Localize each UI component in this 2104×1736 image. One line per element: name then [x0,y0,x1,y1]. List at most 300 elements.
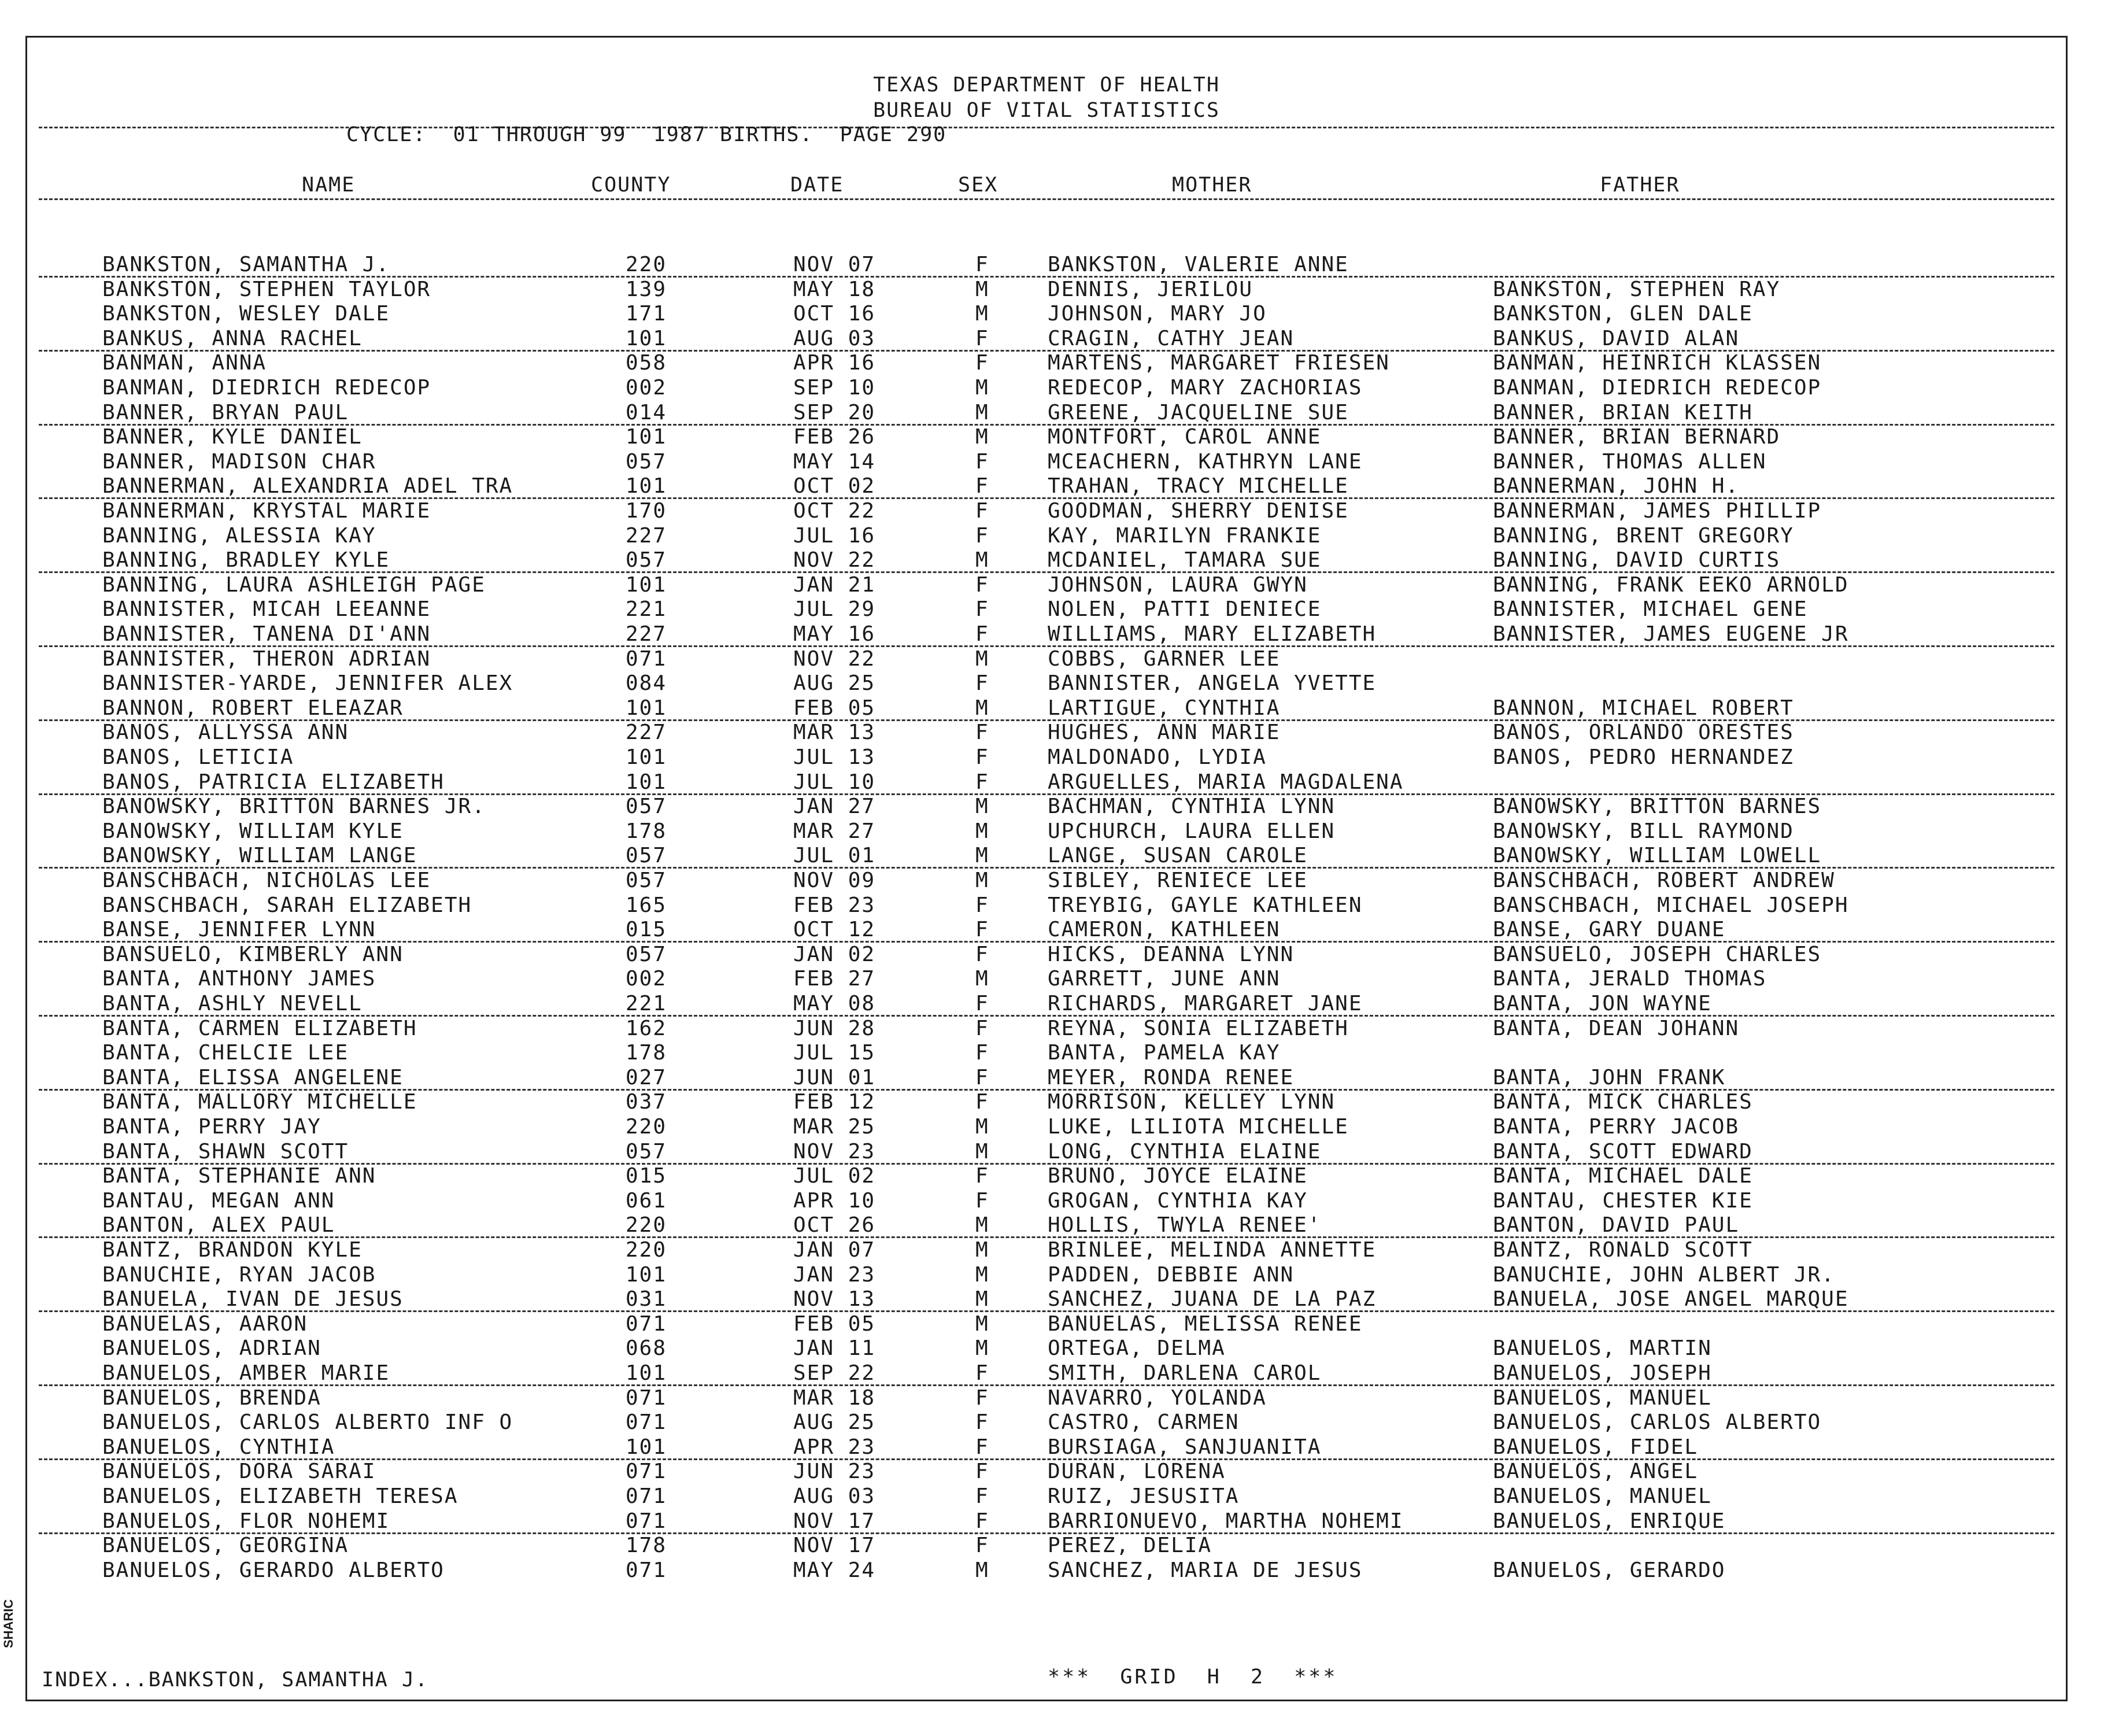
record-mother: COBBS, GARNER LEE [1048,647,1281,671]
record-date: OCT 16 [793,302,876,326]
record-father: BANMAN, HEINRICH KLASSEN [1493,351,1822,375]
record-sex: F [975,1188,989,1213]
record-date: OCT 12 [793,918,876,942]
record-sex: F [975,1534,989,1558]
record-county: 170 [626,499,667,523]
record-sex: F [975,1410,989,1435]
record-name: BANNING, LAURA ASHLEIGH PAGE [102,572,486,597]
record-date: FEB 23 [793,893,876,917]
record-mother: LARTIGUE, CYNTHIA [1048,696,1281,720]
record-county: 178 [626,1534,667,1558]
record-name: BANNISTER, THERON ADRIAN [102,647,431,671]
record-name: BANOWSKY, WILLIAM LANGE [102,844,417,868]
record-name: BANNING, BRADLEY KYLE [102,548,390,572]
table-row [27,869,2066,893]
record-father: BANTA, PERRY JACOB [1493,1115,1740,1139]
record-father: BANKUS, DAVID ALAN [1493,326,1740,350]
footer-grid: *** GRID H 2 *** [1048,1665,1338,1689]
record-date: NOV 23 [793,1139,876,1164]
record-father: BANOS, PEDRO HERNANDEZ [1493,745,1794,769]
record-mother: PADDEN, DEBBIE ANN [1048,1262,1295,1287]
record-county: 227 [626,622,667,646]
record-name: BANTZ, BRANDON KYLE [102,1238,363,1262]
record-date: JUL 13 [793,745,876,769]
record-name: BANUELOS, BRENDA [102,1386,321,1410]
record-county: 014 [626,400,667,424]
record-date: JUL 10 [793,770,876,794]
record-date: NOV 07 [793,253,876,276]
record-name: BANKSTON, WESLEY DALE [102,302,390,326]
table-row [27,943,2066,967]
record-county: 057 [626,942,667,966]
record-sex: F [975,942,989,966]
record-county: 178 [626,1041,667,1065]
record-father: BANNISTER, MICHAEL GENE [1493,597,1808,622]
record-sex: F [975,893,989,917]
record-mother: TRAHAN, TRACY MICHELLE [1048,474,1349,498]
record-mother: LUKE, LILIOTA MICHELLE [1048,1115,1349,1139]
record-date: NOV 17 [793,1509,876,1533]
record-date: JUL 29 [793,597,876,622]
record-county: 057 [626,869,667,892]
record-county: 061 [626,1188,667,1213]
record-date: MAY 08 [793,992,876,1015]
record-sex: F [975,1016,989,1040]
record-county: 071 [626,1558,667,1582]
record-mother: BANTA, PAMELA KAY [1048,1041,1281,1065]
record-date: NOV 22 [793,548,876,572]
record-county: 057 [626,449,667,474]
record-father: BANUELOS, CARLOS ALBERTO [1493,1410,1822,1435]
record-county: 221 [626,597,667,622]
report-bureau: BUREAU OF VITAL STATISTICS [873,99,1220,122]
table-row [27,253,2066,278]
record-mother: ARGUELLES, MARIA MAGDALENA [1048,770,1404,794]
record-sex: F [975,449,989,474]
record-father: BANNER, THOMAS ALLEN [1493,449,1767,474]
record-sex: F [975,992,989,1015]
record-name: BANNER, MADISON CHAR [102,449,376,474]
record-mother: HICKS, DEANNA LYNN [1048,942,1295,966]
record-date: FEB 12 [793,1090,876,1114]
record-sex: M [975,1287,989,1312]
record-sex: M [975,795,989,819]
record-father: BANUELOS, ANGEL [1493,1460,1699,1484]
record-name: BANTA, CHELCIE LEE [102,1041,349,1065]
table-row [27,1115,2066,1140]
record-date: MAY 16 [793,622,876,646]
record-mother: RICHARDS, MARGARET JANE [1048,992,1363,1015]
table-row [27,1238,2066,1263]
table-row [27,1140,2066,1165]
record-sex: F [975,523,989,548]
table-row [27,1090,2066,1115]
record-county: 015 [626,1164,667,1188]
record-father: BANTA, MICK CHARLES [1493,1090,1753,1114]
record-sex: M [975,277,989,301]
table-row [27,1534,2066,1558]
record-sex: F [975,1065,989,1089]
table-row [27,450,2066,475]
record-county: 057 [626,548,667,572]
record-date: SEP 20 [793,400,876,424]
record-date: NOV 17 [793,1534,876,1558]
record-county: 227 [626,523,667,548]
record-county: 071 [626,647,667,671]
record-county: 068 [626,1336,667,1361]
record-name: BANTA, ANTHONY JAMES [102,967,376,991]
table-row [27,425,2066,450]
record-mother: BANKSTON, VALERIE ANNE [1048,253,1349,276]
record-date: SEP 22 [793,1361,876,1385]
table-row [27,967,2066,992]
record-sex: M [975,869,989,892]
record-date: JAN 02 [793,942,876,966]
table-row [27,1386,2066,1411]
record-father: BANUELA, JOSE ANGEL MARQUE [1493,1287,1849,1312]
record-father: BANNER, BRIAN BERNARD [1493,425,1781,449]
record-date: MAY 14 [793,449,876,474]
record-name: BANKSTON, STEPHEN TAYLOR [102,277,431,301]
record-sex: F [975,572,989,597]
record-sex: F [975,770,989,794]
record-sex: M [975,647,989,671]
record-name: BANNER, BRYAN PAUL [102,400,349,424]
table-row [27,819,2066,844]
record-sex: F [975,1090,989,1114]
record-name: BANUELOS, GEORGINA [102,1534,349,1558]
table-row [27,1164,2066,1189]
table-row [27,524,2066,549]
record-county: 101 [626,1435,667,1459]
record-county: 031 [626,1287,667,1312]
record-county: 101 [626,572,667,597]
record-father: BANOWSKY, WILLIAM LOWELL [1493,844,1822,868]
record-name: BANSUELO, KIMBERLY ANN [102,942,404,966]
record-sex: F [975,474,989,498]
table-row [27,893,2066,918]
record-date: MAR 25 [793,1115,876,1139]
record-date: NOV 13 [793,1287,876,1312]
record-mother: LANGE, SUSAN CAROLE [1048,844,1308,868]
record-father: BANTON, DAVID PAUL [1493,1213,1740,1238]
record-father: BANMAN, DIEDRICH REDECOP [1493,376,1822,400]
record-sex: M [975,1312,989,1336]
record-name: BANTA, ASHLY NEVELL [102,992,363,1015]
record-father: BANTAU, CHESTER KIE [1493,1188,1753,1213]
record-father: BANNING, BRENT GREGORY [1493,523,1794,548]
record-father: BANNERMAN, JOHN H. [1493,474,1740,498]
footer-index: INDEX...BANKSTON, SAMANTHA J. [42,1668,429,1691]
report-agency: TEXAS DEPARTMENT OF HEALTH [873,73,1220,97]
table-row [27,1460,2066,1484]
record-father: BANNERMAN, JAMES PHILLIP [1493,499,1822,523]
table-row [27,278,2066,302]
record-mother: JOHNSON, LAURA GWYN [1048,572,1308,597]
record-father: BANOWSKY, BILL RAYMOND [1493,819,1794,843]
record-name: BANMAN, ANNA [102,351,267,375]
table-row [27,622,2066,647]
record-date: JUL 16 [793,523,876,548]
record-father: BANTA, JOHN FRANK [1493,1065,1726,1089]
record-name: BANKUS, ANNA RACHEL [102,326,363,350]
record-sex: M [975,1238,989,1262]
record-father: BANOS, ORLANDO ORESTES [1493,721,1794,745]
record-father: BANSUELO, JOSEPH CHARLES [1493,942,1822,966]
record-father: BANUELOS, FIDEL [1493,1435,1699,1459]
table-row [27,1287,2066,1312]
record-name: BANKSTON, SAMANTHA J. [102,253,390,276]
side-stamp: SHARIC [1,1599,16,1648]
record-sex: M [975,1336,989,1361]
column-header-name: NAME [302,173,356,197]
record-mother: DENNIS, JERILOU [1048,277,1253,301]
record-county: 101 [626,1262,667,1287]
table-row [27,499,2066,524]
table-row [27,721,2066,745]
record-county: 221 [626,992,667,1015]
record-county: 101 [626,745,667,769]
record-county: 101 [626,770,667,794]
record-mother: HOLLIS, TWYLA RENEE' [1048,1213,1322,1238]
record-county: 071 [626,1410,667,1435]
record-county: 139 [626,277,667,301]
record-father: BANKSTON, STEPHEN RAY [1493,277,1781,301]
record-county: 227 [626,721,667,745]
record-date: NOV 22 [793,647,876,671]
report-cycle: CYCLE: 01 THROUGH 99 1987 BIRTHS. PAGE 290 [346,123,947,146]
table-row [27,745,2066,770]
table-row [27,573,2066,598]
record-date: FEB 05 [793,1312,876,1336]
record-sex: M [975,1139,989,1164]
record-date: JUN 28 [793,1016,876,1040]
record-mother: CASTRO, CARMEN [1048,1410,1240,1435]
table-row [27,302,2066,327]
record-date: JAN 23 [793,1262,876,1287]
record-sex: M [975,819,989,843]
record-name: BANTAU, MEGAN ANN [102,1188,335,1213]
record-name: BANNING, ALESSIA KAY [102,523,376,548]
record-father: BANKSTON, GLEN DALE [1493,302,1753,326]
record-mother: CAMERON, KATHLEEN [1048,918,1281,942]
record-mother: KAY, MARILYN FRANKIE [1048,523,1322,548]
record-name: BANTA, PERRY JAY [102,1115,321,1139]
record-mother: BURSIAGA, SANJUANITA [1048,1435,1322,1459]
record-county: 101 [626,1361,667,1385]
record-mother: MCEACHERN, KATHRYN LANE [1048,449,1363,474]
table-row [27,1017,2066,1041]
record-sex: F [975,1509,989,1533]
record-date: JUN 23 [793,1460,876,1484]
record-father: BANUELOS, MANUEL [1493,1484,1712,1508]
record-name: BANUELOS, CYNTHIA [102,1435,335,1459]
record-father: BANNER, BRIAN KEITH [1493,400,1753,424]
record-name: BANTA, CARMEN ELIZABETH [102,1016,417,1040]
record-date: AUG 25 [793,1410,876,1435]
record-county: 171 [626,302,667,326]
record-father: BANSE, GARY DUANE [1493,918,1726,942]
table-row [27,918,2066,943]
record-sex: M [975,548,989,572]
record-county: 178 [626,819,667,843]
record-mother: SANCHEZ, MARIA DE JESUS [1048,1558,1363,1582]
table-row [27,327,2066,352]
record-mother: REYNA, SONIA ELIZABETH [1048,1016,1349,1040]
record-father: BANTZ, RONALD SCOTT [1493,1238,1753,1262]
record-name: BANNER, KYLE DANIEL [102,425,363,449]
record-mother: MCDANIEL, TAMARA SUE [1048,548,1322,572]
record-date: APR 10 [793,1188,876,1213]
record-date: AUG 03 [793,1484,876,1508]
record-mother: DURAN, LORENA [1048,1460,1226,1484]
record-date: APR 23 [793,1435,876,1459]
record-sex: F [975,745,989,769]
record-sex: M [975,967,989,991]
record-mother: WILLIAMS, MARY ELIZABETH [1048,622,1377,646]
record-sex: F [975,1435,989,1459]
record-sex: F [975,671,989,696]
record-sex: M [975,376,989,400]
record-mother: REDECOP, MARY ZACHORIAS [1048,376,1363,400]
record-name: BANTA, SHAWN SCOTT [102,1139,349,1164]
record-mother: SANCHEZ, JUANA DE LA PAZ [1048,1287,1377,1312]
record-sex: F [975,253,989,276]
record-mother: GREENE, JACQUELINE SUE [1048,400,1349,424]
record-date: JAN 07 [793,1238,876,1262]
record-name: BANUELOS, DORA SARAI [102,1460,376,1484]
column-header-sex: SEX [958,173,999,197]
record-name: BANTON, ALEX PAUL [102,1213,335,1238]
table-row [27,1484,2066,1509]
record-mother: SMITH, DARLENA CAROL [1048,1361,1322,1385]
record-sex: F [975,1164,989,1188]
record-sex: M [975,844,989,868]
record-date: JUN 01 [793,1065,876,1089]
record-county: 084 [626,671,667,696]
record-mother: TREYBIG, GAYLE KATHLEEN [1048,893,1363,917]
record-sex: F [975,1041,989,1065]
record-date: JAN 11 [793,1336,876,1361]
record-date: MAR 18 [793,1386,876,1410]
record-name: BANUELOS, FLOR NOHEMI [102,1509,390,1533]
record-sex: F [975,499,989,523]
record-mother: ORTEGA, DELMA [1048,1336,1226,1361]
record-date: APR 16 [793,351,876,375]
record-county: 220 [626,1115,667,1139]
record-sex: F [975,1460,989,1484]
record-county: 220 [626,1213,667,1238]
record-father: BANUELOS, ENRIQUE [1493,1509,1726,1533]
record-father: BANUELOS, MARTIN [1493,1336,1712,1361]
table-row [27,1336,2066,1361]
column-header-date: DATE [790,173,844,197]
record-father: BANNING, FRANK EEKO ARNOLD [1493,572,1849,597]
table-row [27,376,2066,401]
record-mother: BANUELAS, MELISSA RENEE [1048,1312,1363,1336]
table-row [27,351,2066,376]
record-mother: NOLEN, PATTI DENIECE [1048,597,1322,622]
table-row [27,1041,2066,1066]
record-name: BANSCHBACH, SARAH ELIZABETH [102,893,472,917]
record-county: 071 [626,1509,667,1533]
table-row [27,795,2066,819]
record-mother: BANNISTER, ANGELA YVETTE [1048,671,1377,696]
record-county: 220 [626,1238,667,1262]
record-mother: CRAGIN, CATHY JEAN [1048,326,1295,350]
record-mother: RUIZ, JESUSITA [1048,1484,1240,1508]
table-row [27,1066,2066,1091]
record-mother: LONG, CYNTHIA ELAINE [1048,1139,1322,1164]
record-county: 071 [626,1460,667,1484]
record-county: 071 [626,1484,667,1508]
record-county: 101 [626,696,667,720]
record-mother: MONTFORT, CAROL ANNE [1048,425,1322,449]
record-father: BANTA, SCOTT EDWARD [1493,1139,1753,1164]
record-name: BANUELOS, ELIZABETH TERESA [102,1484,458,1508]
record-sex: M [975,302,989,326]
record-sex: F [975,326,989,350]
record-father: BANNISTER, JAMES EUGENE JR [1493,622,1849,646]
table-row [27,474,2066,499]
record-date: OCT 22 [793,499,876,523]
record-sex: F [975,918,989,942]
record-county: 015 [626,918,667,942]
record-father: BANTA, DEAN JOHANN [1493,1016,1740,1040]
record-date: AUG 25 [793,671,876,696]
record-county: 057 [626,795,667,819]
record-name: BANTA, ELISSA ANGELENE [102,1065,404,1089]
record-name: BANTA, STEPHANIE ANN [102,1164,376,1188]
record-date: FEB 05 [793,696,876,720]
record-date: JUL 01 [793,844,876,868]
report-frame [25,36,2068,1701]
record-sex: M [975,1115,989,1139]
record-father: BANUELOS, JOSEPH [1493,1361,1712,1385]
record-mother: PEREZ, DELIA [1048,1534,1212,1558]
record-county: 101 [626,474,667,498]
record-mother: GOODMAN, SHERRY DENISE [1048,499,1349,523]
record-sex: M [975,1558,989,1582]
record-date: FEB 26 [793,425,876,449]
record-date: JUL 15 [793,1041,876,1065]
record-mother: UPCHURCH, LAURA ELLEN [1048,819,1336,843]
table-row [27,1558,2066,1583]
table-row [27,401,2066,426]
record-mother: GARRETT, JUNE ANN [1048,967,1281,991]
record-name: BANMAN, DIEDRICH REDECOP [102,376,431,400]
record-county: 220 [626,253,667,276]
table-row [27,1213,2066,1238]
table-row [27,647,2066,672]
record-mother: MORRISON, KELLEY LYNN [1048,1090,1336,1114]
record-name: BANNISTER-YARDE, JENNIFER ALEX [102,671,513,696]
record-date: JAN 21 [793,572,876,597]
record-date: SEP 10 [793,376,876,400]
record-sex: M [975,425,989,449]
record-county: 002 [626,376,667,400]
record-county: 027 [626,1065,667,1089]
record-county: 101 [626,326,667,350]
record-county: 162 [626,1016,667,1040]
record-father: BANSCHBACH, MICHAEL JOSEPH [1493,893,1849,917]
table-row [27,1509,2066,1534]
record-county: 101 [626,425,667,449]
column-header-father: FATHER [1600,173,1680,197]
record-sex: M [975,1213,989,1238]
record-date: MAY 24 [793,1558,876,1582]
record-mother: BRINLEE, MELINDA ANNETTE [1048,1238,1377,1262]
